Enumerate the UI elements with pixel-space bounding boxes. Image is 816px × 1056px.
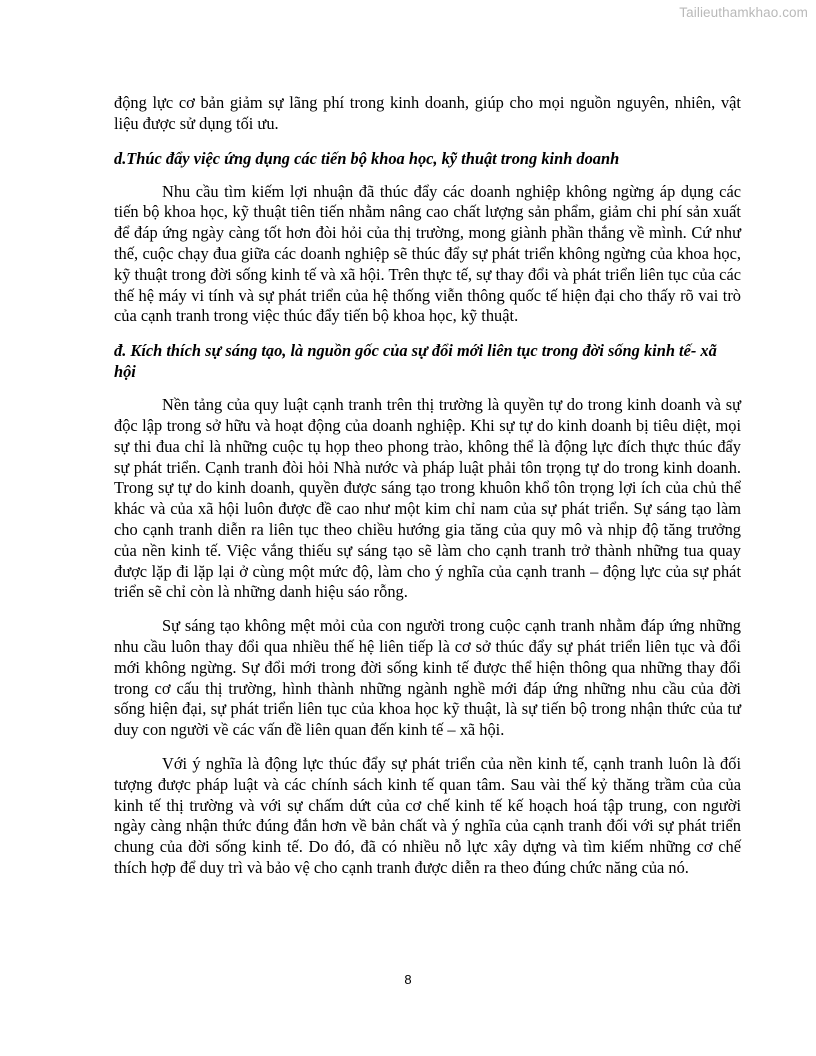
watermark: Tailieuthamkhao.com bbox=[679, 5, 808, 20]
document-body bbox=[114, 93, 741, 892]
paragraph: Nhu cầu tìm kiếm lợi nhuận đã thúc đẩy các doanh nghiệp không ngừng áp dụng các tiến bộ khoa học, kỹ thuật tiên tiến nhằm nâng cao chất lượng sản phẩm, giảm chi phí sản xuất để đáp ứng ngày càng tốt hơn đòi hỏi của thị trường, mong giành phần thắng về mình. Cứ như thế, cuộc chạy đua giữa các doanh nghiệp sẽ thúc đẩy sự phát triển không ngừng của khoa học, kỹ thuật trong đời sống kinh tế và xã hội. Trên thực tế, sự thay đổi và phát triển liên tục của các thế hệ máy vi tính và sự phát triển của hệ thống viễn thông quốc tế hiện đại cho thấy rõ vai trò của cạnh tranh trong việc thúc đẩy tiến bộ khoa học, kỹ thuật. bbox=[114, 181, 741, 326]
section-heading-dd: đ. Kích thích sự sáng tạo, là nguồn gốc của sự đổi mới liên tục trong đời sống kinh tế- xã hội bbox=[114, 341, 717, 382]
paragraph-continuation: động lực cơ bản giảm sự lãng phí trong kinh doanh, giúp cho mọi nguồn nguyên, nhiên, vật liệu được sử dụng tối ưu. bbox=[114, 93, 741, 133]
section-heading-d: d.Thúc đẩy việc ứng dụng các tiến bộ khoa học, kỹ thuật trong kinh doanh bbox=[114, 148, 620, 168]
paragraph: Nền tảng của quy luật cạnh tranh trên thị trường là quyền tự do trong kinh doanh và sự độc lập trong sở hữu và hoạt động của doanh nghiệp. Khi sự tự do kinh doanh bị tiêu diệt, mọi sự thi đua chỉ là những cuộc tụ họp theo phong trào, không thể là động lực đích thực thúc đẩy sự phát triển. Cạnh tranh đòi hỏi Nhà nước và pháp luật phải tôn trọng tự do trong kinh doanh. Trong sự tự do kinh doanh, quyền được sáng tạo trong khuôn khổ tôn trọng lợi ích của chủ thể khác và của xã hội luôn được đề cao như một kim chỉ nam của sự phát triển. Sự sáng tạo làm cho cạnh tranh diễn ra liên tục theo chiều hướng gia tăng của quy mô và nhịp độ tăng trưởng của nền kinh tế. Việc vắng thiếu sự sáng tạo sẽ làm cho cạnh tranh trở thành những tua quay được lặp đi lặp lại ở cùng một mức độ, làm cho ý nghĩa của cạnh tranh – động lực của sự phát triển sẽ chỉ còn là những danh hiệu sáo rỗng. bbox=[114, 395, 741, 602]
paragraph: Sự sáng tạo không mệt mỏi của con người trong cuộc cạnh tranh nhằm đáp ứng những nhu cầu luôn thay đổi qua nhiều thế hệ liên tiếp là cơ sở thúc đẩy sự phát triển liên tục và đổi mới không ngừng. Sự đổi mới trong đời sống kinh tế được thể hiện thông qua những thay đổi trong cơ cấu thị trường, hình thành những ngành nghề mới đáp ứng những nhu cầu của đời sống hiện đại, sự phát triển liên tục của khoa học kỹ thuật, là sự tiến bộ trong nhận thức của tư duy con người về các vấn đề liên quan đến kinh tế – xã hội. bbox=[114, 616, 741, 740]
paragraph: Với ý nghĩa là động lực thúc đẩy sự phát triển của nền kinh tế, cạnh tranh luôn là đối tượng được pháp luật và các chính sách kinh tế quan tâm. Sau vài thế kỷ thăng trầm của của kinh tế thị trường và với sự chấm dứt của cơ chế kinh tế kế hoạch hoá tập trung, con người ngày càng nhận thức đúng đắn hơn về bản chất và ý nghĩa của cạnh tranh đối với sự phát triển chung của đời sống kinh tế. Do đó, đã có nhiều nỗ lực xây dựng và tìm kiếm những cơ chế thích hợp để duy trì và bảo vệ cho cạnh tranh được diễn ra theo đúng chức năng của nó. bbox=[114, 753, 741, 877]
page-number: 8 bbox=[404, 972, 412, 987]
